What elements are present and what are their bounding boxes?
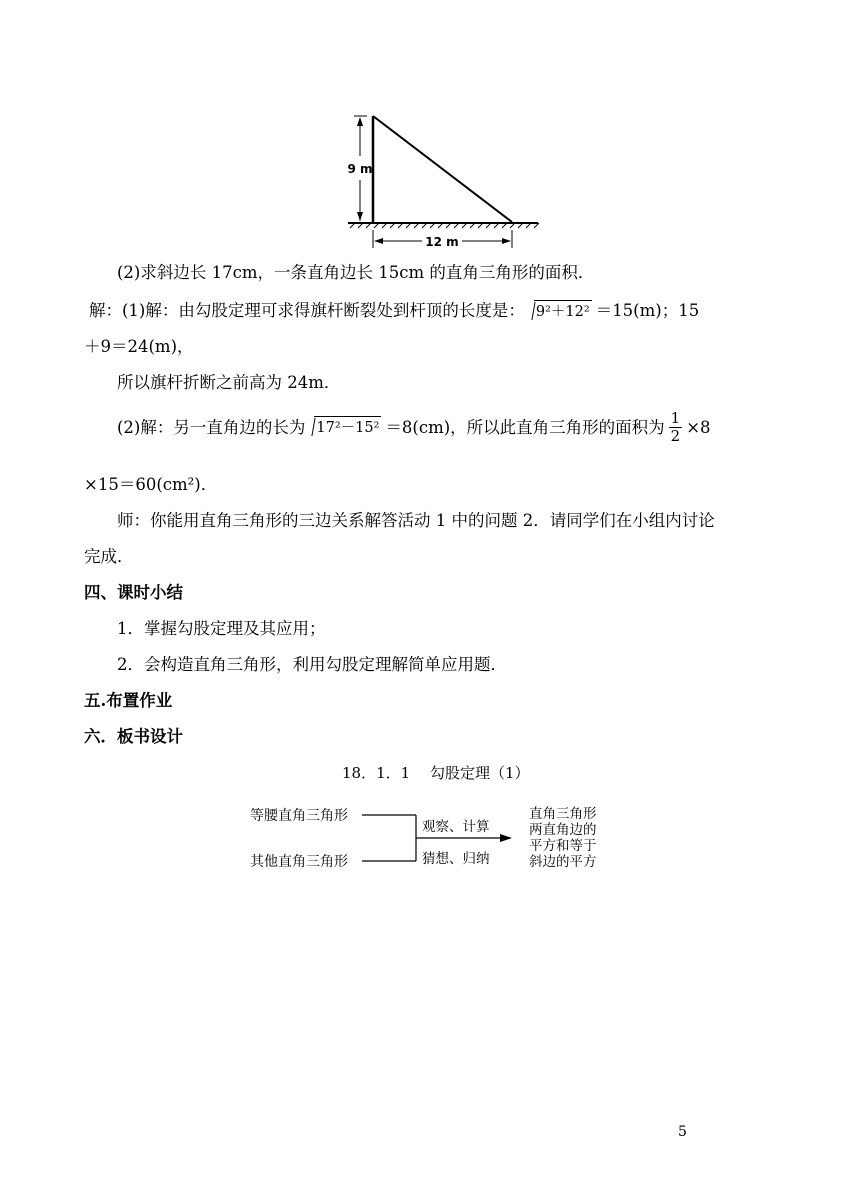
board-mid-top: 观察、计算: [422, 819, 490, 835]
board-left-top: 等腰直角三角形: [250, 808, 348, 824]
summary-item-1: 1．掌握勾股定理及其应用；: [117, 619, 326, 638]
homework-heading: 五.布置作业: [84, 691, 173, 710]
height-label: 9 m: [347, 162, 373, 176]
base-label: 12 m: [425, 235, 459, 249]
solution-1-line: [89, 300, 699, 323]
solution-1-result: ＝15(m)；15: [595, 301, 700, 320]
solution-2-line: [117, 410, 711, 445]
fraction-one-half: $\frac{1}{2}$: [670, 409, 681, 445]
sqrt-expression: 9²＋12²: [525, 300, 592, 323]
solution-2-mid: ＝8(cm)，所以此直角三角形的面积为: [385, 417, 665, 437]
solution-2-post: ×8: [686, 417, 711, 437]
board-right-line-4: 斜边的平方: [529, 854, 597, 870]
board-caption: 18．1．1 勾股定理（1）: [342, 764, 530, 782]
summary-heading: 四、课时小结: [84, 583, 183, 602]
summary-item-2: 2．会构造直角三角形，利用勾股定理解简单应用题．: [117, 655, 507, 674]
solution-1-continued: ＋9＝24(m)，: [84, 337, 194, 356]
page-number: 5: [678, 1124, 687, 1140]
solution-1-conclusion: 所以旗杆折断之前高为 24m．: [117, 373, 341, 392]
teacher-prompt: 师：你能用直角三角形的三边关系解答活动 1 中的问题 2．请同学们在小组内讨论: [117, 511, 715, 530]
flagpole-figure: [340, 112, 545, 252]
board-mid-bottom: 猜想、归纳: [422, 851, 490, 867]
board-right-line-2: 两直角边的: [529, 822, 597, 838]
board-diagram: [250, 795, 630, 880]
question-2: (2)求斜边长 17cm，一条直角边长 15cm 的直角三角形的面积．: [117, 263, 595, 282]
solution-1-text: 解：(1)解：由勾股定理可求得旗杆断裂处到杆顶的长度是：: [89, 301, 525, 320]
board-right-line-1: 直角三角形: [529, 806, 597, 822]
sqrt-expression-2: 17²－15²: [305, 416, 381, 439]
board-left-bottom: 其他直角三角形: [250, 854, 348, 870]
board-right-line-3: 平方和等于: [529, 838, 597, 854]
teacher-prompt-end: 完成．: [84, 547, 134, 566]
solution-2-text: (2)解：另一直角边的长为: [117, 417, 306, 437]
board-heading: 六．板书设计: [84, 727, 183, 746]
solution-2-result: ×15＝60(cm²)．: [84, 475, 218, 494]
